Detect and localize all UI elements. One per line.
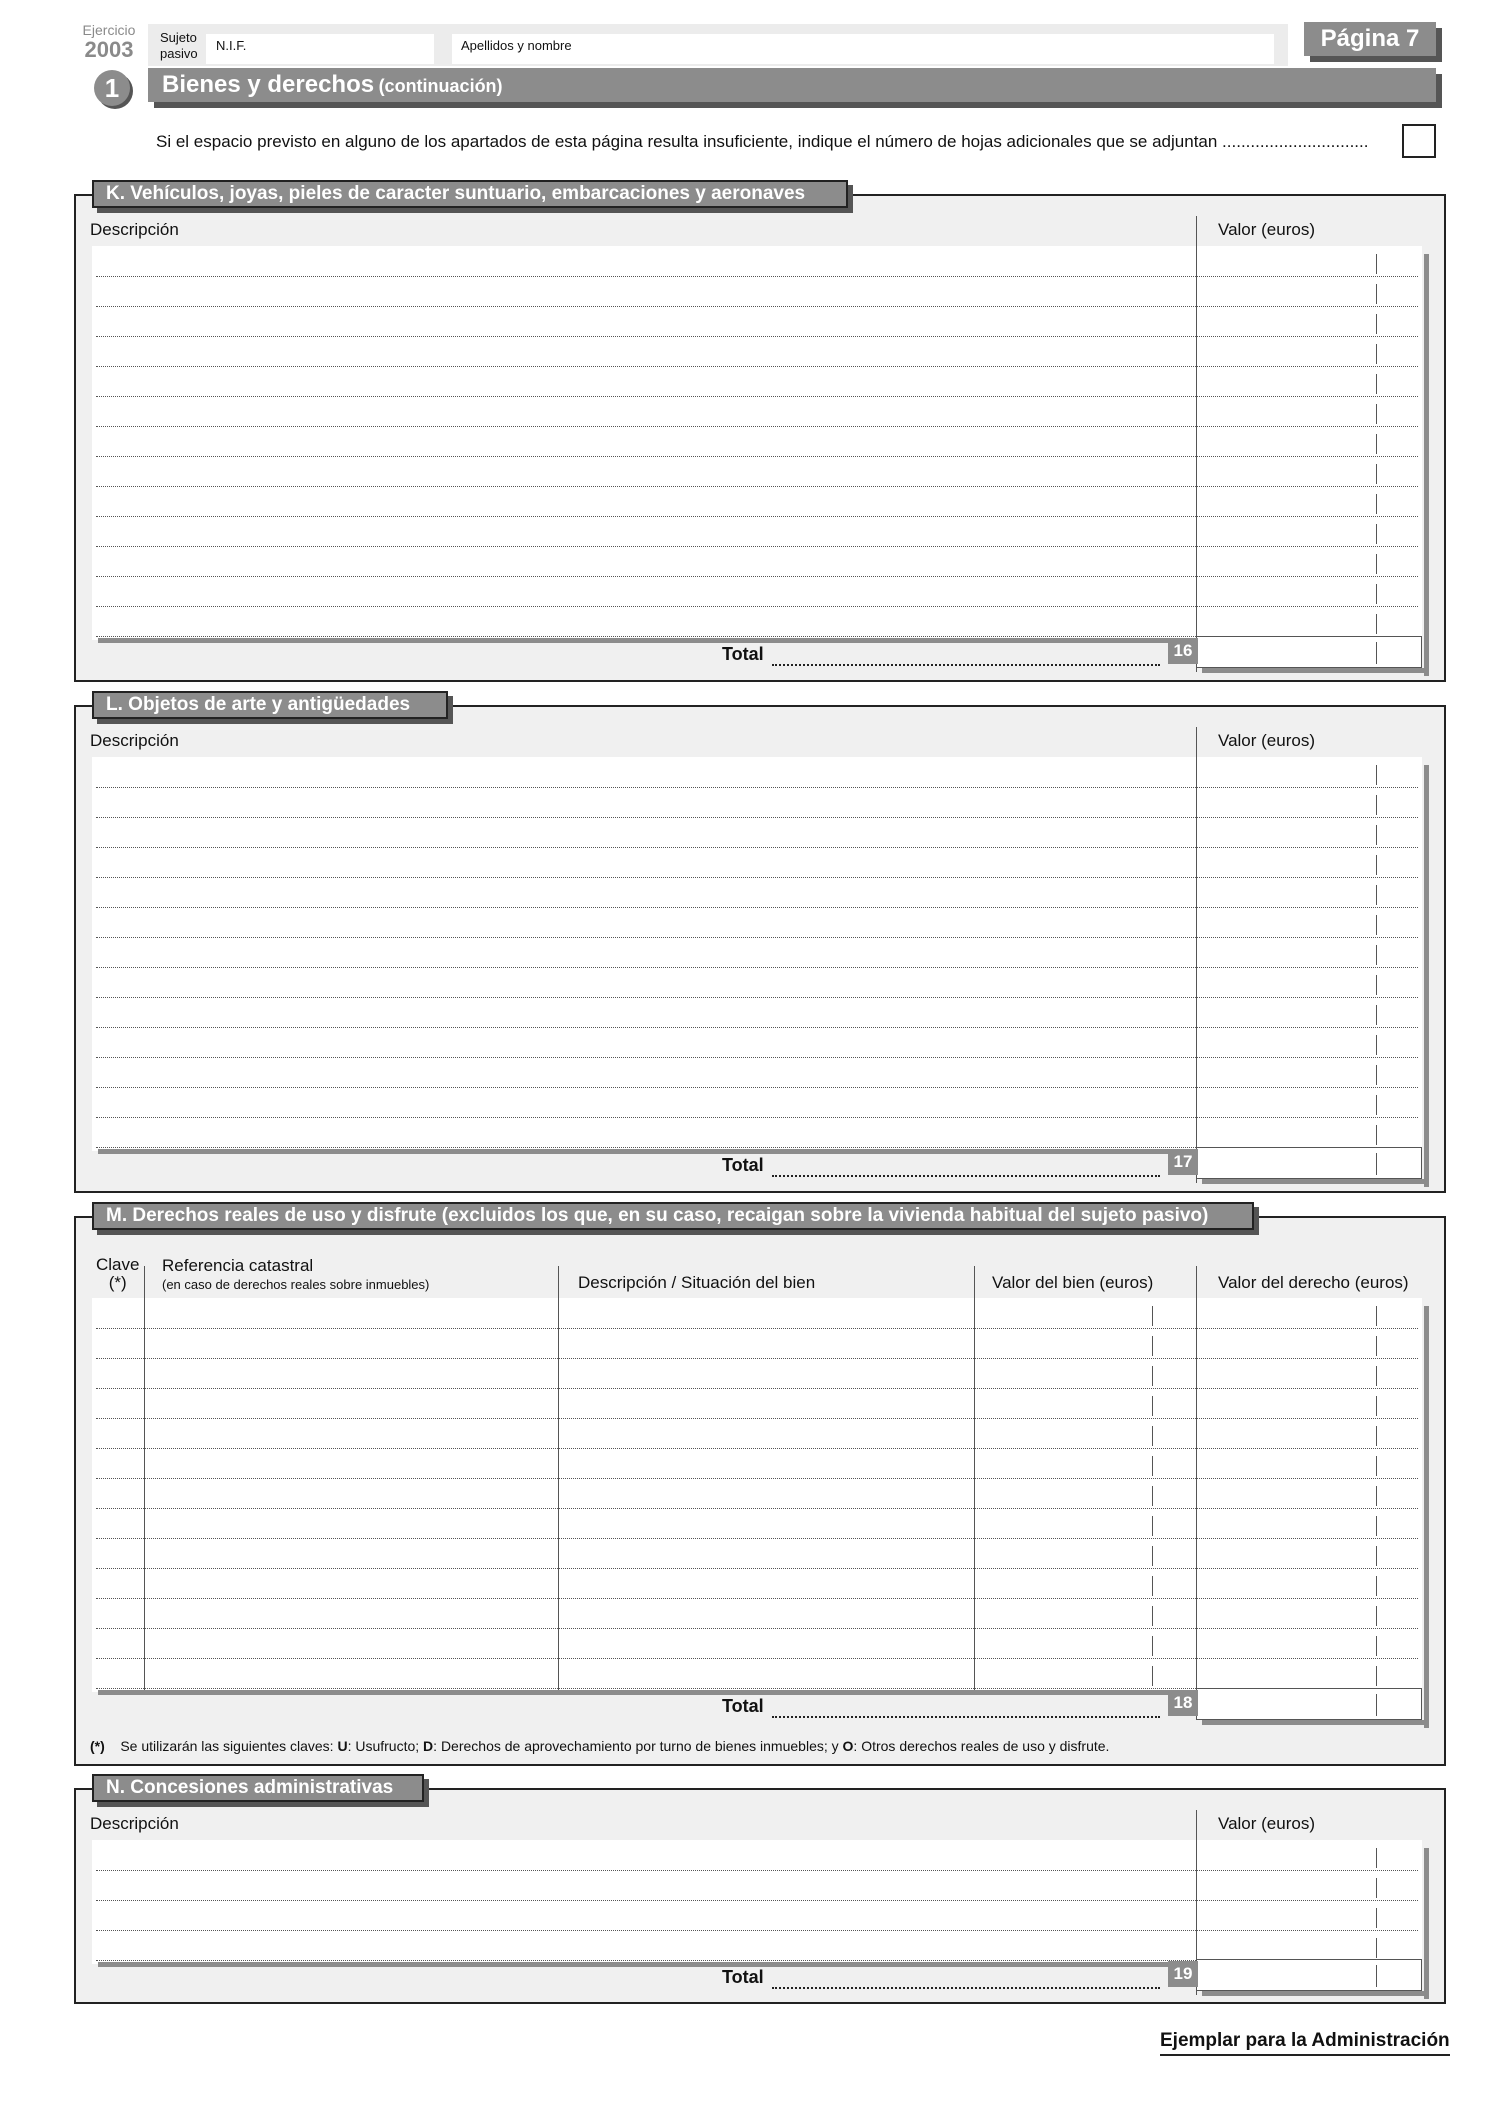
intro-text: Si el espacio previsto en alguno de los apartados de esta página resulta insuficiente, indique el número de hojas adicionales que se adjuntan ............................... [156,132,1369,151]
title-main: Bienes y derechos [162,71,375,98]
entry-row-line[interactable] [96,276,1418,277]
total-decimal-tick [1376,642,1377,664]
total-dots [772,1175,1160,1177]
value-decimal-tick [1376,434,1377,454]
rows-bottom-shadow [98,1690,1196,1695]
col-clave-line1: Clave [96,1255,140,1274]
column-shadow [1424,254,1429,676]
valor-derecho-decimal-tick [1376,1606,1377,1626]
entry-row-line[interactable] [96,967,1418,968]
footnote [90,1738,1109,1754]
section-l-tab: L. Objetos de arte y antigüedades [92,691,448,719]
total-box-number: 19 [1168,1961,1198,1987]
title-sub: (continuación) [378,76,503,96]
value-decimal-tick [1376,1035,1377,1055]
value-decimal-tick [1376,765,1377,785]
section-number-badge: 1 [94,70,130,106]
entry-row-line[interactable] [96,877,1418,878]
col-descripcion: Descripción [90,220,179,239]
total-label: Total [722,1696,764,1716]
page-number-badge: Página 7 [1304,22,1436,56]
entry-row-line[interactable] [96,1658,1418,1659]
value-decimal-tick [1376,1848,1377,1868]
entry-row-line[interactable] [96,1388,1418,1389]
entry-row-line[interactable] [96,486,1418,487]
column-divider [974,1266,975,1690]
valor-bien-decimal-tick [1152,1546,1153,1566]
valor-derecho-decimal-tick [1376,1636,1377,1656]
value-decimal-tick [1376,314,1377,334]
entry-row-line[interactable] [96,1478,1418,1479]
total-box-number: 18 [1168,1690,1198,1716]
value-decimal-tick [1376,1125,1377,1145]
total-value-field[interactable] [1196,636,1422,668]
entry-row-line[interactable] [96,336,1418,337]
valor-derecho-decimal-tick [1376,1426,1377,1446]
total-shadow [1202,1720,1429,1725]
entry-row-line[interactable] [96,1358,1418,1359]
total-decimal-tick [1376,1153,1377,1175]
col-descripcion: Descripción [90,1814,179,1833]
value-decimal-tick [1376,1095,1377,1115]
total-dots [772,1987,1160,1989]
col-valor: Valor (euros) [1218,220,1315,239]
total-decimal-tick [1376,1694,1377,1716]
total-label: Total [722,1967,764,1987]
value-decimal-tick [1376,825,1377,845]
entry-row-line[interactable] [96,366,1418,367]
col-referencia-sub: (en caso de derechos reales sobre inmuebles) [162,1277,430,1292]
section-m-tab: M. Derechos reales de uso y disfrute (excluidos los que, en su caso, recaigan sobre la vivienda habitual del sujeto pasivo) [92,1202,1254,1230]
rows-bottom-shadow [98,1149,1196,1154]
entry-row-line[interactable] [96,1448,1418,1449]
hojas-adicionales-checkbox[interactable] [1402,124,1436,158]
value-decimal-tick [1376,344,1377,364]
value-decimal-tick [1376,1938,1377,1958]
value-decimal-tick [1376,795,1377,815]
column-shadow [1424,1306,1429,1728]
valor-derecho-decimal-tick [1376,1366,1377,1386]
value-decimal-tick [1376,494,1377,514]
col-clave-line2: (*) [108,1273,127,1292]
entry-row-line[interactable] [96,817,1418,818]
entry-row-line[interactable] [96,426,1418,427]
entry-row-line[interactable] [96,1087,1418,1088]
sujeto-pasivo-label [160,30,198,62]
footnote-key-o: O [842,1738,854,1754]
valor-derecho-decimal-tick [1376,1486,1377,1506]
value-decimal-tick [1376,975,1377,995]
valor-derecho-decimal-tick [1376,1576,1377,1596]
value-decimal-tick [1376,284,1377,304]
value-decimal-tick [1376,1065,1377,1085]
column-divider [558,1266,559,1690]
section-n-tab: N. Concesiones administrativas [92,1774,424,1802]
value-decimal-tick [1376,915,1377,935]
value-decimal-tick [1376,614,1377,634]
value-decimal-tick [1376,374,1377,394]
valor-derecho-decimal-tick [1376,1396,1377,1416]
col-valor-bien: Valor del bien (euros) [992,1273,1154,1292]
value-decimal-tick [1376,524,1377,544]
nombre-label: Apellidos y nombre [461,38,572,53]
entry-row-line[interactable] [96,907,1418,908]
value-decimal-tick [1376,404,1377,424]
col-descripcion-situacion: Descripción / Situación del bien [578,1273,816,1292]
total-shadow [1202,1179,1429,1184]
valor-bien-decimal-tick [1152,1666,1153,1686]
col-valor-derecho: Valor del derecho (euros) [1218,1273,1409,1292]
entry-row-line[interactable] [96,937,1418,938]
entry-row-line[interactable] [96,1900,1418,1901]
value-decimal-tick [1376,554,1377,574]
entry-row-line[interactable] [96,396,1418,397]
nif-label: N.I.F. [216,38,247,53]
value-decimal-tick [1376,464,1377,484]
total-box-number: 16 [1168,638,1198,664]
entry-row-line[interactable] [96,997,1418,998]
footnote-text: : Otros derechos reales de uso y disfrute. [853,1738,1110,1754]
valor-bien-decimal-tick [1152,1606,1153,1626]
valor-bien-decimal-tick [1152,1306,1153,1326]
footnote-key-d: D [423,1738,434,1754]
valor-bien-decimal-tick [1152,1366,1153,1386]
entry-row-line[interactable] [96,306,1418,307]
footnote-text: : Usufructo; [347,1738,424,1754]
valor-derecho-decimal-tick [1376,1546,1377,1566]
sujeto-label-line1: Sujeto [160,30,197,45]
valor-derecho-decimal-tick [1376,1516,1377,1536]
footnote-text: Se utilizarán las siguientes claves: [120,1738,338,1754]
section-k-tab: K. Vehículos, joyas, pieles de caracter suntuario, embarcaciones y aeronaves [92,180,848,208]
entry-row-line[interactable] [96,1117,1418,1118]
column-divider [1196,1266,1197,1690]
value-decimal-tick [1376,254,1377,274]
footnote-text: : Derechos de aprovechamiento por turno de bienes inmuebles; y [433,1738,843,1754]
entry-row-line[interactable] [96,1930,1418,1931]
value-decimal-tick [1376,1908,1377,1928]
total-dots [772,1716,1160,1718]
total-dots [772,664,1160,666]
entry-row-line[interactable] [96,606,1418,607]
col-referencia-catastral: Referencia catastral [162,1256,314,1275]
entry-row-line[interactable] [96,1328,1418,1329]
entry-row-line[interactable] [96,1057,1418,1058]
valor-bien-decimal-tick [1152,1336,1153,1356]
valor-bien-decimal-tick [1152,1426,1153,1446]
entry-row-line[interactable] [96,1870,1418,1871]
entry-row-line[interactable] [96,456,1418,457]
col-valor: Valor (euros) [1218,1814,1315,1833]
footer-ejemplar: Ejemplar para la Administración [1160,2030,1450,2056]
total-label: Total [722,1155,764,1175]
rows-area [92,1840,1422,1964]
total-box-number: 17 [1168,1149,1198,1175]
entry-row-line[interactable] [96,1538,1418,1539]
valor-bien-decimal-tick [1152,1576,1153,1596]
valor-derecho-decimal-tick [1376,1456,1377,1476]
total-label: Total [722,644,764,664]
footnote-key-u: U [337,1738,348,1754]
total-value-field[interactable] [1196,1147,1422,1179]
entry-row-line[interactable] [96,847,1418,848]
value-decimal-tick [1376,855,1377,875]
nombre-field[interactable] [452,34,1274,64]
entry-row-line[interactable] [96,516,1418,517]
valor-derecho-decimal-tick [1376,1666,1377,1686]
column-shadow [1424,765,1429,1187]
valor-derecho-decimal-tick [1376,1306,1377,1326]
total-value-field[interactable] [1196,1959,1422,1991]
valor-bien-decimal-tick [1152,1456,1153,1476]
col-valor: Valor (euros) [1218,731,1315,750]
entry-row-line[interactable] [96,576,1418,577]
entry-row-line[interactable] [96,1027,1418,1028]
entry-row-line[interactable] [96,787,1418,788]
ejercicio-label: Ejercicio [82,22,136,38]
column-shadow [1424,1848,1429,1999]
value-decimal-tick [1376,1005,1377,1025]
valor-bien-decimal-tick [1152,1396,1153,1416]
total-shadow [1202,668,1429,673]
col-clave [96,1256,139,1292]
valor-bien-decimal-tick [1152,1516,1153,1536]
footnote-mark: (*) [90,1738,105,1754]
column-divider [1196,727,1197,1183]
rows-bottom-shadow [98,1962,1196,1967]
value-decimal-tick [1376,945,1377,965]
column-divider [144,1266,145,1690]
total-shadow [1202,1991,1429,1996]
page-title [148,68,1436,102]
value-decimal-tick [1376,885,1377,905]
sujeto-label-line2: pasivo [160,46,198,61]
entry-row-line[interactable] [96,546,1418,547]
entry-row-line[interactable] [96,1508,1418,1509]
ejercicio-year: 2003 [84,37,134,62]
value-decimal-tick [1376,584,1377,604]
entry-row-line[interactable] [96,1628,1418,1629]
column-divider [1196,216,1197,672]
entry-row-line[interactable] [96,1598,1418,1599]
col-descripcion: Descripción [90,731,179,750]
valor-derecho-decimal-tick [1376,1336,1377,1356]
ejercicio [78,22,140,62]
valor-bien-decimal-tick [1152,1636,1153,1656]
entry-row-line[interactable] [96,1418,1418,1419]
total-value-field[interactable] [1196,1688,1422,1720]
rows-bottom-shadow [98,638,1196,643]
total-decimal-tick [1376,1965,1377,1987]
value-decimal-tick [1376,1878,1377,1898]
entry-row-line[interactable] [96,1568,1418,1569]
valor-bien-decimal-tick [1152,1486,1153,1506]
